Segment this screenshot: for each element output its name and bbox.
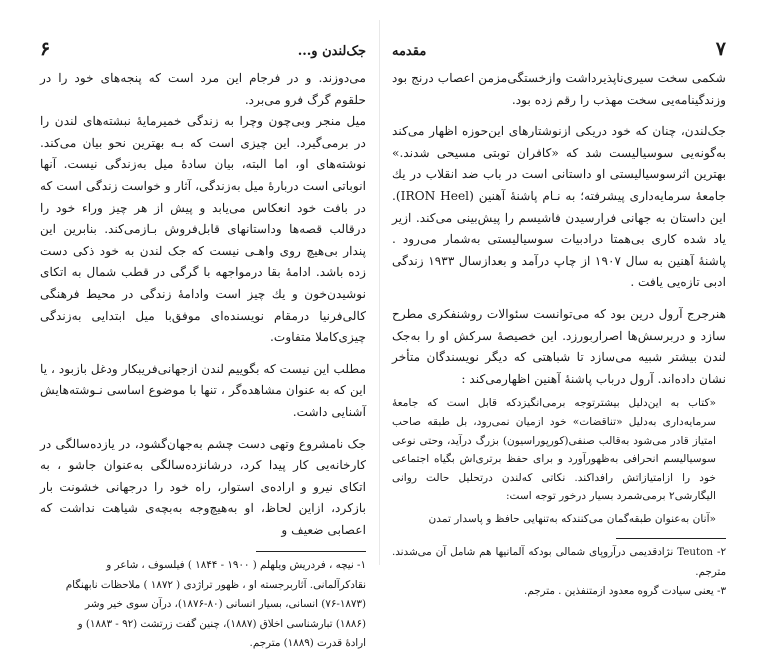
running-head: جک‌لندن و... — [297, 44, 366, 59]
footnote-rule — [392, 538, 726, 539]
footnote-line: (۷۶-۱۸۷۳) انسانی، بسیار انسانی (۸۰-۱۸۷۶)، درآن سوی خیر وشر — [85, 598, 366, 611]
body-paragraph: جک‌لندن، چنان که خود دریکی ازنوشتارهای این‌حوزه اظهار می‌کند به‌گونه‌یی سوسیالیست شد که «کافران توبتی مسیحی شدند.» بهترین اثرسوسیالیستی او داستانی است در باب ضد انقلاب در یك جامعهٔ سرمایه‌داری پیشرفته؛ به نـام پاشنهٔ آهنین (IRON Heel). این داستان به جهانی فرارسیدن فاشیسم را پیش‌بینی می‌کند. ازیر یاد شده کاری بی‌همتا درادبیات سوسیالیستی به‌شمار می‌رود . پاشنهٔ آهنین به سال ۱۹۰۷ از چاپ درآمد و بعدازسال ۱۹۳۳ زندگی ادبی تازه‌یی یافت . — [392, 124, 726, 290]
footnote-line: ۱- نیچه ، فردریش ویلهلم ( ۱۹۰۰ - ۱۸۴۴ ) فیلسوف ، شاعر و — [106, 559, 366, 572]
footnote-line: (۱۸۸۶) تبارشناسی اخلاق (۱۸۸۷)، چنین گفت زرتشت (۹۲ - ۱۸۸۳) و — [77, 617, 366, 630]
body-paragraph: می‌دوزند. و در فرجام این مرد است که پنجه‌های خود را در حلقوم گرگ فرو می‌برد. — [40, 71, 366, 107]
footnote-line: ارادهٔ قدرت (۱۸۸۹) مترجم. — [249, 637, 366, 650]
footnote-line: ۲- Teuton نژادقدیمی درآروپای شمالی بودکه آلمانیها هم شامل آن می‌شدند. مترجم. — [392, 546, 726, 578]
footnote-line: نقادکرآلمانی. آثاربرجسته او ، ظهور تراژدی ( ۱۸۷۲ ) ملاحظات نابهنگام — [65, 578, 366, 591]
page-number: ۶ — [40, 38, 51, 60]
body-paragraph: شکمی سخت سیری‌ناپذیرداشت وازخستگی‌مزمن اعصاب درنج بود وزندگینامه‌یی سخت مهذب را رقم زده بود. — [392, 71, 726, 107]
running-head: مقدمه — [392, 44, 427, 59]
block-quote: «کتاب به این‌دلیل بیشترتوجه برمی‌انگیزدکه قابل است که جامعهٔ سرمایه‌داری به‌دلیل «تناقضات» خود ازمیان نمی‌رود، بل طبقه صاحب امتیاز قادر می‌شود به‌قالب صنفی(کورپوراسیون) بزرگ درآید، وحتی نوعی سوسیالیسم انحرافی به‌ظهورآورد و برای حفظ برتری‌اش بگیاه اجتماعی خود را ازامتیازاتش رافداکند. نکاتی که‌لندن درتحلیل حالت روانی الیگارشی۲ برمی‌شمرد بسیار درخور توجه است: — [392, 397, 716, 503]
left-page — [0, 0, 380, 650]
footnote-line: ۳- یعنی سیادت گروه معدود ازمتنفذین . مترجم. — [524, 585, 726, 598]
footnotes — [392, 543, 726, 602]
block-quote: «آنان به‌عنوان طبقه‌گمان می‌کنندکه به‌تنهایی حافظ و پاسدار تمدن — [428, 512, 716, 525]
page-header — [40, 38, 366, 58]
page-header — [392, 38, 726, 58]
body-paragraph: مطلب این نیست که بگوییم لندن ازجهانی‌فریبکار ودغل بازبود ، یا این که به عنوان مشاهده‌گر ، تنها با موضوع اساسی نـوشته‌هایش آشنایی داشت. — [40, 361, 366, 419]
body-paragraph: میل منجر وبی‌چون وچرا به زندگی خمیرمایهٔ نبشته‌های لندن را در برمی‌گیرد. این چیزی است که بـه بهترین نحو بیان می‌کند. نوشته‌های او، اما البته، بیان سادهٔ میل به‌زندگی نیست. آنها انوباتی است دربارهٔ میل به‌زندگی، آثار و خواست زندگی است که در بافت خود انعکاس می‌یابد و پیش از هر چیز وراء خود را درقالب قصه‌ها وداستانهای قابل‌فروش بـازمی‌کند. بنابرین این پندار بی‌هیچ روی واهـی نیست که جک لندن به خود ذکی دست زده باشد. ادامهٔ بقا درمواجهه با گرگی در قطب شمال به اتکای نوشیدن‌خون و یك چیز است وادامهٔ زندگی در محیط فرهنگی کالی‌فرنیا درمقام نویسنده‌ای موفق‌با میل ابتدایی به‌زندگی چیزی‌کاملا متفاوت. — [40, 114, 366, 345]
page-number: ۷ — [715, 38, 726, 60]
footnote-rule — [40, 551, 366, 552]
footnotes — [40, 556, 366, 654]
body-paragraph: هنرجرج آرول درین بود که می‌توانست سئوالات روشنفکری مطرح سازد و دربرسش‌ها اصراربورزد. این خصیصهٔ سرکش او را به‌جک لندن بیشتر شبیه می‌سازد تا شباهتی که دیگر نویسندگان متأخر نشان داده‌اند. آرول درباب پاشنهٔ آهنین اظهارمی‌کند : — [392, 306, 726, 386]
body-paragraph: جک نامشروع وتهی دست چشم به‌جهان‌گشود، در یازده‌سالگی در کارخانه‌یی کار پیدا کرد، درشانزده‌سالگی به‌عنوان جاشو ، به اتکای نیرو و اراده‌ی استوار، راه خود را درجهانی خشونت بار بازکرد، ازاین لحاظ، او به‌هیچ‌وجه به‌بچه‌ی شیاهت نداشت که اعصابی ضعیف و — [40, 436, 366, 537]
right-page — [380, 0, 760, 598]
